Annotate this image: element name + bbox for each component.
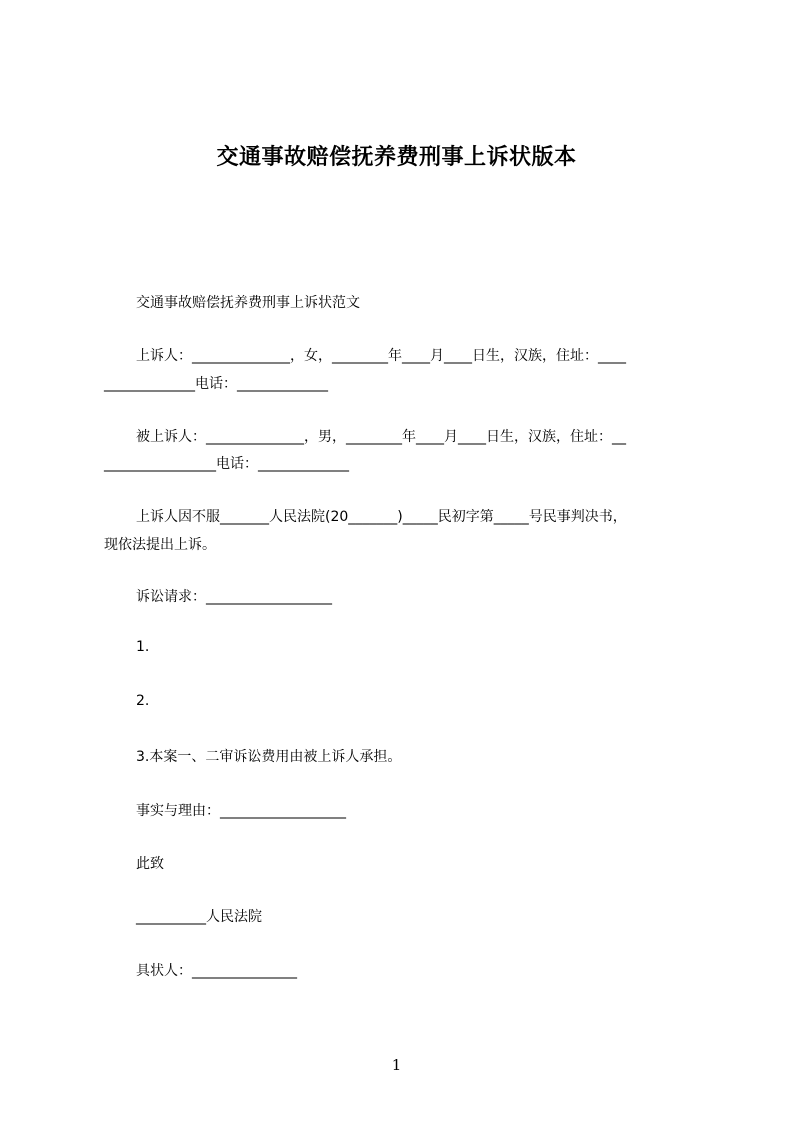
claim-item-1: 1. [136, 639, 150, 655]
appeal-statement-line-1: 上诉人因不服_______人民法院(20_______)_____民初字第_____号民事判决书， [136, 509, 627, 525]
appellee-line-2: ________________电话：_____________ [104, 456, 349, 472]
appellee-line-1: 被上诉人：______________，男，________年____月____日生，汉族，住址：__ [136, 429, 626, 445]
signer-line: 具状人：_______________ [136, 963, 297, 979]
claim-item-2: 2. [136, 693, 150, 709]
document-subtitle: 交通事故赔偿抚养费刑事上诉状范文 [136, 295, 360, 311]
court-line: __________人民法院 [136, 909, 262, 925]
claims-label: 诉讼请求：__________________ [136, 589, 332, 605]
appellant-line-2: _____________电话：_____________ [104, 376, 328, 392]
salutation: 此致 [136, 856, 164, 872]
appellant-line-1: 上诉人：______________，女，________年____月____日生，汉族，住址：____ [136, 348, 626, 364]
appeal-statement-line-2: 现依法提出上诉。 [104, 537, 216, 553]
document-title: 交通事故赔偿抚养费刑事上诉状版本 [216, 145, 577, 170]
facts-label: 事实与理由：__________________ [136, 803, 346, 819]
page-number: 1 [391, 1056, 402, 1074]
claim-item-3: 3.本案一、二审诉讼费用由被上诉人承担。 [136, 749, 402, 765]
